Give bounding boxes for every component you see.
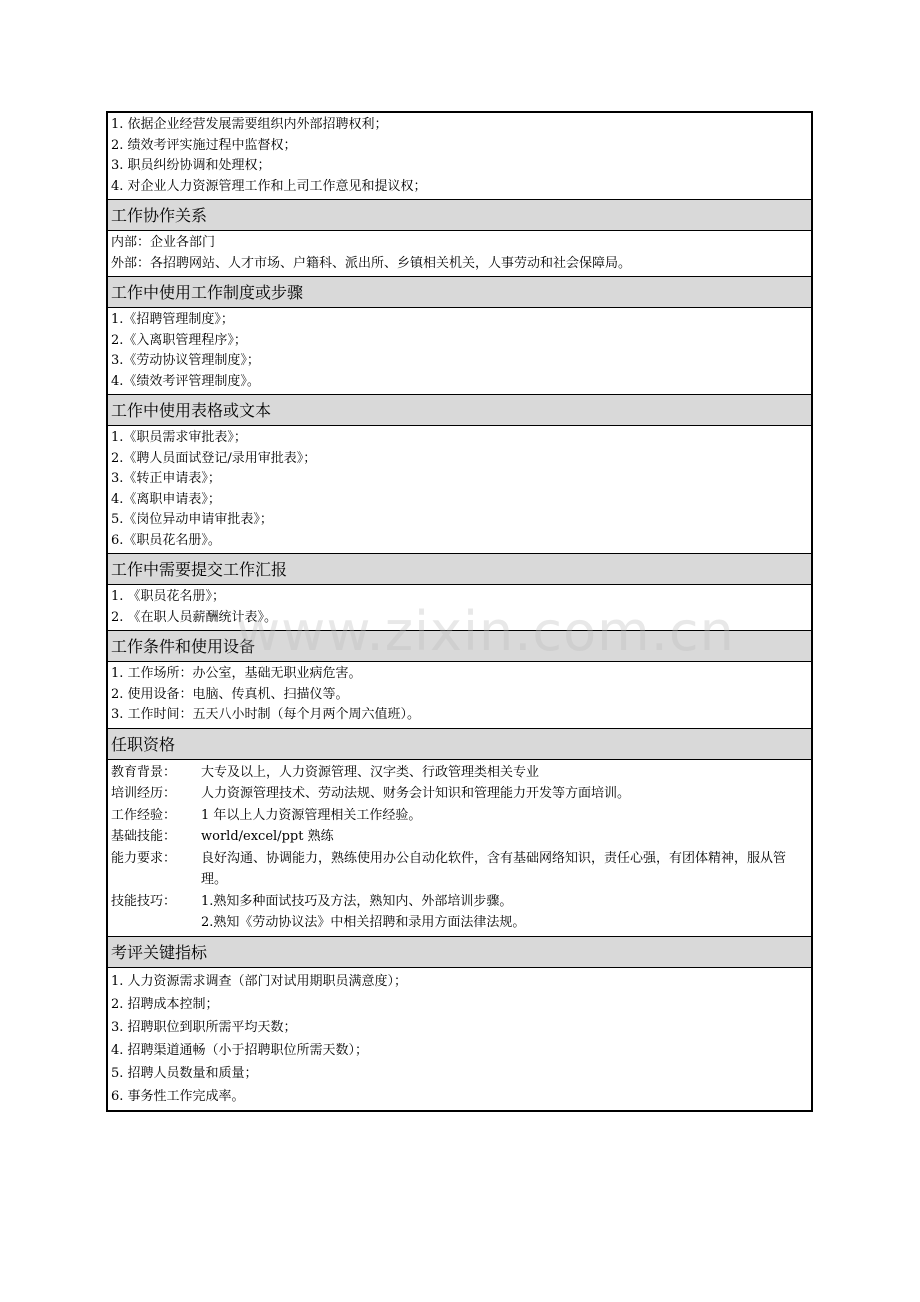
qualification-label: 能力要求： <box>111 850 177 866</box>
kpi-item: 5. 招聘人员数量和质量； <box>111 1065 258 1081</box>
kpi-item: 4. 招聘渠道通畅（小于招聘职位所需天数）； <box>111 1042 369 1058</box>
qualification-row <box>111 912 808 934</box>
forms-item: 6.《职员花名册》。 <box>111 532 221 548</box>
watermark: www.zixin.com.cn <box>236 600 735 663</box>
qualification-label <box>111 912 201 934</box>
rights-item: 2. 绩效考评实施过程中监督权； <box>111 137 297 153</box>
systems-item: 2.《入离职管理程序》； <box>111 332 247 348</box>
conditions-item: 3. 工作时间：五天八小时制（每个月两个周六值班）。 <box>111 707 421 722</box>
section-header-forms: 工作中使用表格或文本 <box>108 394 811 425</box>
cooperation-item: 外部：各招聘网站、人才市场、户籍科、派出所、乡镇相关机关，人事劳动和社会保障局。 <box>111 255 632 271</box>
section-header-conditions: 工作条件和使用设备 <box>108 630 811 661</box>
qualification-label: 基础技能： <box>111 829 177 844</box>
qualification-row <box>111 826 808 848</box>
qualification-value: 2.熟知《劳动协议法》中相关招聘和录用方面法律法规。 <box>201 915 526 930</box>
forms-item: 1.《职员需求审批表》； <box>111 430 247 445</box>
rights-item: 1. 依据企业经营发展需要组织内外部招聘权利； <box>111 117 388 132</box>
kpi-item: 3. 招聘职位到职所需平均天数； <box>111 1019 297 1035</box>
forms-item: 4.《离职申请表》； <box>111 491 221 507</box>
qualification-label: 教育背景： <box>111 764 177 780</box>
qualification-row <box>111 783 808 805</box>
conditions-list <box>108 661 811 728</box>
rights-list <box>108 113 811 199</box>
qualification-row <box>111 805 808 827</box>
systems-item: 3.《劳动协议管理制度》； <box>111 353 260 368</box>
systems-item: 4.《绩效考评管理制度》。 <box>111 373 260 389</box>
qualification-label: 培训经历： <box>111 786 177 801</box>
qualification-list <box>108 759 811 936</box>
reports-item: 2. 《在职人员薪酬统计表》。 <box>111 609 278 625</box>
kpi-list <box>108 967 811 1110</box>
qualification-row <box>111 848 808 891</box>
section-header-qualification: 任职资格 <box>108 728 811 759</box>
qualification-row <box>111 762 808 784</box>
forms-list <box>108 425 811 553</box>
kpi-item: 6. 事务性工作完成率。 <box>111 1088 245 1104</box>
kpi-item: 1. 人力资源需求调查（部门对试用期职员满意度）； <box>111 973 408 989</box>
rights-item: 3. 职员纠纷协调和处理权； <box>111 158 271 173</box>
cooperation-item: 内部：企业各部门 <box>111 235 216 250</box>
conditions-item: 1. 工作场所：办公室，基础无职业病危害。 <box>111 666 362 681</box>
systems-item: 1.《招聘管理制度》； <box>111 312 234 327</box>
qualification-value: world/excel/ppt 熟练 <box>201 829 334 844</box>
section-header-kpi: 考评关键指标 <box>108 936 811 967</box>
section-header-systems: 工作中使用工作制度或步骤 <box>108 276 811 307</box>
forms-item: 5.《岗位异动申请审批表》； <box>111 512 273 527</box>
qualification-value: 良好沟通、协调能力，熟练使用办公自动化软件，含有基础网络知识，责任心强，有团体精神，服从管理。 <box>201 850 787 887</box>
section-header-cooperation: 工作协作关系 <box>108 199 811 230</box>
cooperation-list <box>108 230 811 276</box>
conditions-item: 2. 使用设备：电脑、传真机、扫描仪等。 <box>111 686 349 702</box>
section-header-reports: 工作中需要提交工作汇报 <box>108 553 811 584</box>
rights-item: 4. 对企业人力资源管理工作和上司工作意见和提议权； <box>111 178 427 194</box>
forms-item: 2.《聘人员面试登记/录用审批表》； <box>111 450 317 466</box>
kpi-item: 2. 招聘成本控制； <box>111 996 219 1012</box>
qualification-label: 技能技巧： <box>111 893 177 909</box>
qualification-value: 人力资源管理技术、劳动法规、财务会计知识和管理能力开发等方面培训。 <box>201 786 631 801</box>
qualification-row <box>111 891 808 913</box>
qualification-value: 1.熟知多种面试技巧及方法，熟知内、外部培训步骤。 <box>201 893 513 909</box>
forms-item: 3.《转正申请表》； <box>111 471 221 486</box>
reports-item: 1. 《职员花名册》； <box>111 589 226 604</box>
qualification-value: 大专及以上，人力资源管理、汉字类、行政管理类相关专业 <box>201 764 540 780</box>
qualification-value: 1 年以上人力资源管理相关工作经验。 <box>201 807 422 823</box>
qualification-label: 工作经验： <box>111 807 177 823</box>
systems-list <box>108 307 811 394</box>
